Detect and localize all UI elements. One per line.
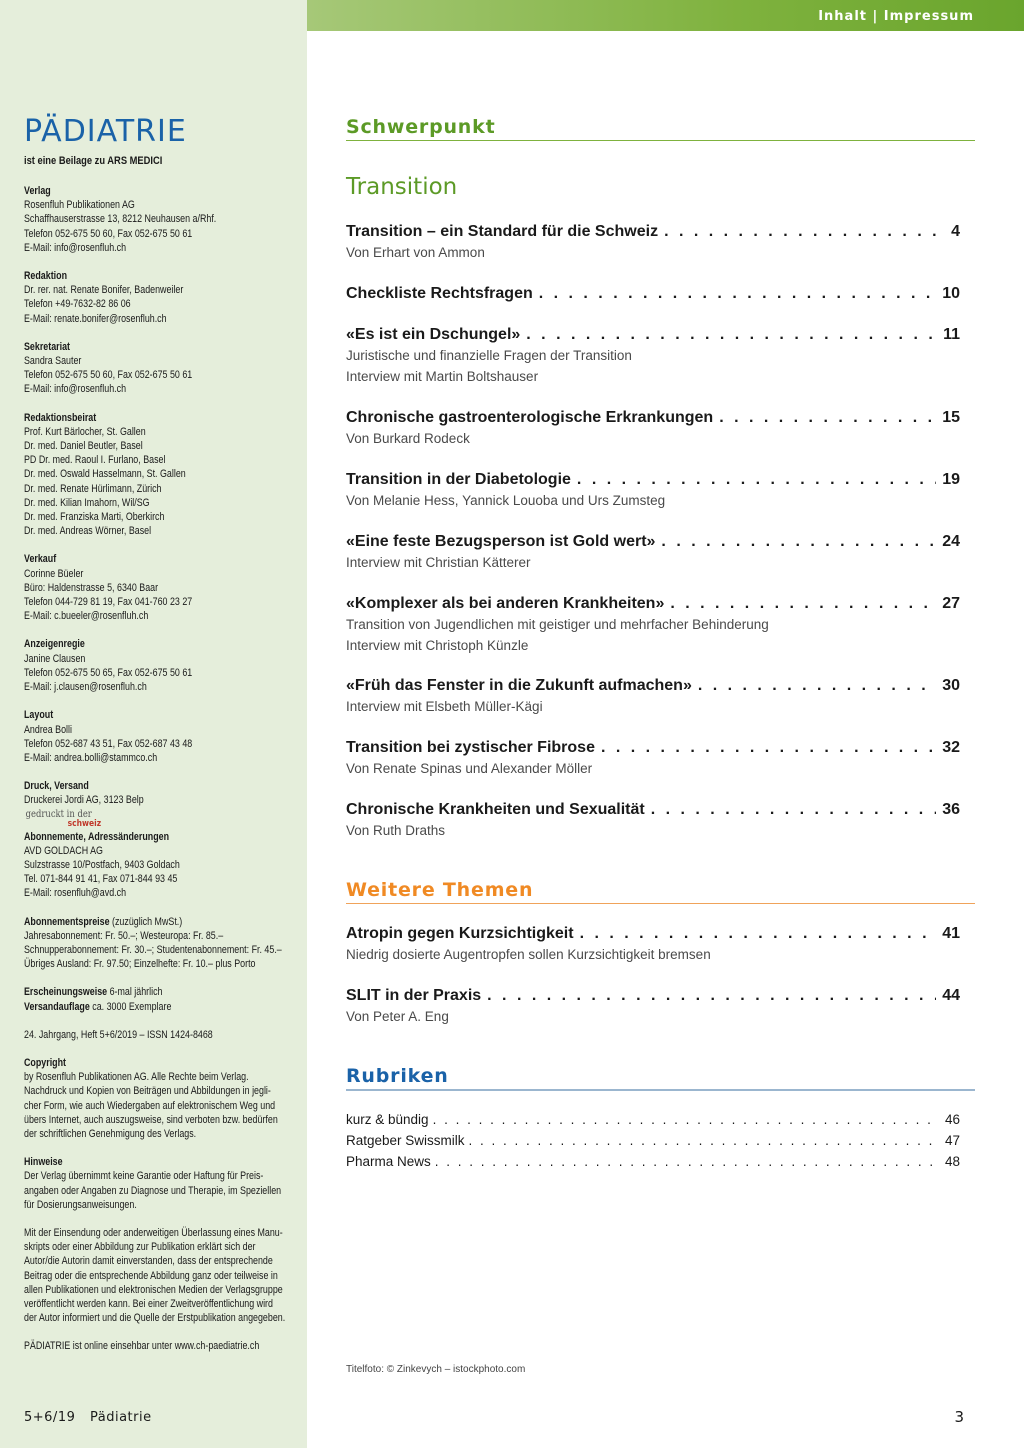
dot-leader bbox=[670, 594, 936, 614]
imprint-line: Der Verlag übernimmt keine Garantie oder Haftung für Preis- bbox=[24, 1170, 264, 1183]
imprint-line: Dr. med. Franziska Marti, Oberkirch bbox=[24, 511, 165, 524]
toc-entry-title: SLIT in der Praxis bbox=[346, 987, 482, 1004]
imprint-note: (zuzüglich MwSt.) bbox=[109, 915, 183, 928]
imprint-line: PD Dr. med. Raoul I. Furlano, Basel bbox=[24, 454, 166, 467]
toc-entry-byline: Interview mit Martin Boltshauser bbox=[346, 369, 539, 384]
imprint-line: 24. Jahrgang, Heft 5+6/2019 – ISSN 1424-8468 bbox=[24, 1028, 213, 1041]
imprint-line: allen Publikationen und elektronischen Medien der Verlagsgruppe bbox=[24, 1283, 283, 1296]
imprint-online bbox=[24, 1339, 301, 1353]
toc-entry-page: 36 bbox=[942, 801, 960, 818]
imprint-layout bbox=[24, 708, 301, 765]
magazine-title: PÄDIATRIE bbox=[24, 114, 187, 149]
toc-entry-page: 15 bbox=[942, 409, 960, 426]
dot-leader bbox=[469, 1132, 936, 1150]
imprint-line: Mit der Einsendung oder anderweitigen Überlassung eines Manu- bbox=[24, 1226, 283, 1239]
toc-entry-byline: Von Ruth Draths bbox=[346, 823, 446, 838]
imprint-beirat bbox=[24, 411, 301, 539]
dot-leader bbox=[526, 325, 937, 345]
dot-leader bbox=[435, 1153, 936, 1171]
imprint-line: der Autor informiert und die Quelle der Erstpublikation angegeben. bbox=[24, 1312, 286, 1325]
imprint-line: Schnupperabonnement: Fr. 30.–; Studentenabonnement: Fr. 45.– bbox=[24, 943, 282, 956]
rubric-title: kurz & bündig bbox=[346, 1112, 429, 1127]
imprint-line: Corinne Büeler bbox=[24, 567, 84, 580]
toc-entry[interactable] bbox=[346, 284, 960, 304]
imprint-heading: Abonnemente, Adressänderungen bbox=[24, 830, 170, 843]
rubric-title: Ratgeber Swissmilk bbox=[346, 1133, 465, 1148]
imprint-heading: Erscheinungsweise bbox=[24, 986, 108, 999]
imprint-line: Andrea Bolli bbox=[24, 723, 72, 736]
section-heading-schwerpunkt: Schwerpunkt bbox=[346, 116, 975, 141]
toc-entry[interactable] bbox=[346, 222, 960, 263]
imprint-heading: Anzeigenregie bbox=[24, 638, 85, 651]
rubric-page: 47 bbox=[944, 1133, 960, 1148]
imprint-druck bbox=[24, 779, 301, 829]
toc-entry-title: Transition in der Diabetologie bbox=[346, 471, 571, 488]
dot-leader bbox=[651, 800, 936, 820]
toc-entry-byline: Von Peter A. Eng bbox=[346, 1009, 449, 1024]
imprint-copyright bbox=[24, 1056, 301, 1141]
toc-entry-page: 27 bbox=[942, 595, 960, 612]
imprint-redaktion bbox=[24, 269, 301, 326]
photo-credit: Titelfoto: © Zinkevych – istockphoto.com bbox=[346, 1364, 526, 1375]
imprint-heading: Abonnementspreise bbox=[24, 915, 110, 928]
toc-entry-byline: Interview mit Christoph Künzle bbox=[346, 638, 529, 653]
toc-entry-subtitle: Juristische und finanzielle Fragen der Transition bbox=[346, 348, 632, 363]
dot-leader bbox=[580, 924, 937, 944]
toc-entry-page: 41 bbox=[942, 925, 960, 942]
rubric-entry[interactable] bbox=[346, 1153, 960, 1171]
magazine-name: Pädiatrie bbox=[90, 1410, 152, 1425]
imprint-line: Telefon +49-7632-82 86 06 bbox=[24, 298, 131, 311]
toc-entry-title: «Es ist ein Dschungel» bbox=[346, 326, 521, 343]
imprint-line: der schriftlichen Genehmigung des Verlags. bbox=[24, 1127, 197, 1140]
toc-entry-page: 32 bbox=[942, 739, 960, 756]
toc-entry[interactable] bbox=[346, 325, 960, 387]
imprint-heading: Redaktion bbox=[24, 270, 68, 283]
toc-entry[interactable] bbox=[346, 594, 960, 656]
imprint-line: Beitrag oder die entsprechende Abbildung ganz oder teilweise in bbox=[24, 1269, 278, 1282]
toc-entry-byline: Von Erhart von Ammon bbox=[346, 245, 485, 260]
imprint-line: PÄDIATRIE ist online einsehbar unter www.ch-paediatrie.ch bbox=[24, 1340, 260, 1353]
dot-leader bbox=[661, 532, 936, 552]
imprint-line: Dr. med. Kilian Imahorn, Wil/SG bbox=[24, 496, 150, 509]
toc-entry-subtitle: Niedrig dosierte Augentropfen sollen Kurzsichtigkeit bremsen bbox=[346, 947, 711, 962]
toc-entry-page: 30 bbox=[942, 677, 960, 694]
imprint-heading: Hinweise bbox=[24, 1156, 63, 1169]
imprint-heading: Sekretariat bbox=[24, 340, 71, 353]
imprint-verlag bbox=[24, 184, 301, 255]
imprint-anzeigen bbox=[24, 637, 301, 694]
imprint-line: übers Internet, auch auszugsweise, sind verboten bzw. bedürfen bbox=[24, 1113, 278, 1126]
toc-entry[interactable] bbox=[346, 800, 960, 841]
toc-entry-byline: Von Melanie Hess, Yannick Louoba und Urs Zumsteg bbox=[346, 493, 666, 508]
imprint-line: 6-mal jährlich bbox=[107, 986, 163, 999]
issue-number: 5+6/19 bbox=[24, 1410, 76, 1425]
imprint-heading: Copyright bbox=[24, 1056, 67, 1069]
toc-entry-title: «Eine feste Bezugsperson ist Gold wert» bbox=[346, 533, 656, 550]
imprint-heading: Druck, Versand bbox=[24, 780, 89, 793]
toc-entry[interactable] bbox=[346, 676, 960, 717]
imprint-line: Telefon 052-687 43 51, Fax 052-687 43 48 bbox=[24, 737, 193, 750]
imprint-line: Sandra Sauter bbox=[24, 355, 82, 368]
dot-leader bbox=[698, 676, 936, 696]
imprint-heading: Redaktionsbeirat bbox=[24, 411, 97, 424]
toc-entry-page: 11 bbox=[943, 326, 960, 343]
imprint-line: Telefon 044-729 81 19, Fax 041-760 23 27 bbox=[24, 596, 193, 609]
toc-entry-title: Checkliste Rechtsfragen bbox=[346, 285, 533, 302]
section-label: Inhalt | Impressum bbox=[818, 9, 974, 24]
magazine-subtitle: ist eine Beilage zu ARS MEDICI bbox=[24, 155, 163, 167]
toc-entry[interactable] bbox=[346, 738, 960, 779]
imprint-line: Tel. 071-844 91 41, Fax 071-844 93 45 bbox=[24, 873, 178, 886]
imprint-line: Übriges Ausland: Fr. 97.50; Einzelhefte: Fr. 10.– plus Porto bbox=[24, 958, 256, 971]
imprint-line: E-Mail: info@rosenfluh.ch bbox=[24, 241, 127, 254]
imprint-verkauf bbox=[24, 552, 301, 623]
section-header-bar bbox=[307, 0, 1024, 31]
imprint-line: Jahresabonnement: Fr. 50.–; Westeuropa: Fr. 85.– bbox=[24, 929, 224, 942]
toc-entry-title: «Früh das Fenster in die Zukunft aufmachen» bbox=[346, 677, 692, 694]
imprint-line: Nachdruck und Kopien von Beiträgen und Abbildungen in jegli- bbox=[24, 1085, 271, 1098]
toc-entry-title: Atropin gegen Kurzsichtigkeit bbox=[346, 925, 574, 942]
rubric-entry[interactable] bbox=[346, 1111, 960, 1129]
imprint-heading: Versandauflage bbox=[24, 1000, 90, 1013]
imprint-line: E-Mail: c.bueeler@rosenfluh.ch bbox=[24, 610, 149, 623]
toc-entry-title: Transition bei zystischer Fibrose bbox=[346, 739, 595, 756]
toc-entry-page: 19 bbox=[942, 471, 960, 488]
toc-entry-title: «Komplexer als bei anderen Krankheiten» bbox=[346, 595, 665, 612]
toc-entry-byline: Interview mit Christian Kätterer bbox=[346, 555, 531, 570]
toc-entry-title: Transition – ein Standard für die Schweiz bbox=[346, 223, 659, 240]
imprint-line: Prof. Kurt Bärlocher, St. Gallen bbox=[24, 425, 146, 438]
page-number: 3 bbox=[954, 1408, 964, 1426]
toc-entry[interactable] bbox=[346, 408, 960, 449]
rubric-entry[interactable] bbox=[346, 1132, 960, 1150]
imprint-line: Dr. med. Daniel Beutler, Basel bbox=[24, 440, 143, 453]
imprint-line: skripts oder einer Abbildung zur Publikation erklärt sich der bbox=[24, 1241, 256, 1254]
imprint-abo bbox=[24, 830, 301, 901]
imprint-line: E-Mail: andrea.bolli@stammco.ch bbox=[24, 751, 158, 764]
imprint-line: Janine Clausen bbox=[24, 652, 86, 665]
imprint-jahrgang bbox=[24, 1028, 301, 1042]
toc-entry-page: 4 bbox=[951, 223, 960, 240]
imprint-hinweis bbox=[24, 1155, 301, 1212]
imprint-line: AVD GOLDACH AG bbox=[24, 844, 103, 857]
toc-entry-page: 44 bbox=[942, 987, 960, 1004]
imprint-einsendung bbox=[24, 1226, 301, 1325]
logo-text: gedruckt in der bbox=[25, 808, 92, 820]
toc-entry-byline: Von Renate Spinas und Alexander Möller bbox=[346, 761, 593, 776]
imprint-line: Sulzstrasse 10/Postfach, 9403 Goldach bbox=[24, 858, 180, 871]
section-heading-rubriken: Rubriken bbox=[346, 1065, 975, 1091]
imprint-line: veröffentlicht werden kann. Bei einer Zweitveröffentlichung wird bbox=[24, 1298, 273, 1310]
imprint-line: cher Form, wie auch Wiedergaben auf elektronischem Weg und bbox=[24, 1099, 276, 1112]
imprint-line: Dr. med. Renate Hürlimann, Zürich bbox=[24, 482, 162, 495]
logo-text: schweiz bbox=[67, 818, 102, 829]
rubric-title: Pharma News bbox=[346, 1154, 431, 1169]
imprint-line: Druckerei Jordi AG, 3123 Belp bbox=[24, 794, 144, 807]
toc-entry[interactable] bbox=[346, 532, 960, 573]
imprint-line: Schaffhauserstrasse 13, 8212 Neuhausen a/Rhf. bbox=[24, 213, 217, 226]
imprint-line: Telefon 052-675 50 60, Fax 052-675 50 61 bbox=[24, 369, 193, 382]
dot-leader bbox=[664, 222, 940, 242]
rubric-page: 48 bbox=[944, 1154, 960, 1169]
imprint-line: Büro: Haldenstrasse 5, 6340 Baar bbox=[24, 581, 159, 594]
imprint-line: E-Mail: renate.bonifer@rosenfluh.ch bbox=[24, 312, 167, 325]
imprint-line: Dr. med. Andreas Wörner, Basel bbox=[24, 525, 152, 538]
toc-entry-title: Chronische gastroenterologische Erkrankungen bbox=[346, 409, 714, 426]
dot-leader bbox=[601, 738, 936, 758]
imprint-line: Rosenfluh Publikationen AG bbox=[24, 199, 135, 212]
imprint-line: Dr. rer. nat. Renate Bonifer, Badenweiler bbox=[24, 284, 184, 297]
imprint-erscheinung bbox=[24, 985, 301, 1013]
dot-leader bbox=[719, 408, 936, 428]
dot-leader bbox=[487, 986, 936, 1006]
printed-in-switzerland-logo bbox=[24, 808, 301, 830]
imprint-line: E-Mail: info@rosenfluh.ch bbox=[24, 383, 127, 396]
imprint-line: Telefon 052-675 50 65, Fax 052-675 50 61 bbox=[24, 666, 193, 679]
imprint-heading: Verkauf bbox=[24, 553, 57, 566]
toc-entry[interactable] bbox=[346, 470, 960, 511]
dot-leader bbox=[539, 284, 936, 304]
toc-entry-subtitle: Transition von Jugendlichen mit geistiger und mehrfacher Behinderung bbox=[346, 617, 769, 632]
toc-entry[interactable] bbox=[346, 924, 960, 965]
imprint-line: E-Mail: rosenfluh@avd.ch bbox=[24, 887, 127, 900]
footer-issue bbox=[24, 1410, 162, 1425]
toc-entry-byline: Interview mit Elsbeth Müller-Kägi bbox=[346, 699, 543, 714]
toc-entry-byline: Von Burkard Rodeck bbox=[346, 431, 470, 446]
imprint-heading: Layout bbox=[24, 709, 54, 722]
imprint-line: ca. 3000 Exemplare bbox=[89, 1000, 172, 1013]
toc-entry-page: 24 bbox=[942, 533, 960, 550]
imprint-heading: Verlag bbox=[24, 185, 51, 197]
dot-leader bbox=[577, 470, 936, 490]
imprint-line: Dr. med. Oswald Hasselmann, St. Gallen bbox=[24, 468, 186, 481]
imprint-line: E-Mail: j.clausen@rosenfluh.ch bbox=[24, 681, 147, 694]
toc-entry-title: Chronische Krankheiten und Sexualität bbox=[346, 801, 645, 818]
imprint-preise bbox=[24, 915, 301, 972]
imprint-line: by Rosenfluh Publikationen AG. Alle Rechte beim Verlag. bbox=[24, 1071, 249, 1084]
imprint bbox=[24, 184, 301, 1368]
toc-entry[interactable] bbox=[346, 986, 960, 1027]
imprint-line: Telefon 052-675 50 60, Fax 052-675 50 61 bbox=[24, 227, 193, 240]
section-heading-weitere-themen: Weitere Themen bbox=[346, 879, 975, 904]
toc-entry-page: 10 bbox=[942, 285, 960, 302]
imprint-line: für Dosierungsanweisungen. bbox=[24, 1198, 137, 1211]
imprint-sekretariat bbox=[24, 340, 301, 397]
dot-leader bbox=[433, 1111, 936, 1129]
imprint-line: angaben oder Angaben zu Diagnose und Therapie, im Speziellen bbox=[24, 1184, 282, 1197]
rubric-page: 46 bbox=[944, 1112, 960, 1127]
focus-topic: Transition bbox=[346, 174, 458, 200]
imprint-line: Autor/die Autorin damit einverstanden, dass der entsprechende bbox=[24, 1255, 273, 1268]
